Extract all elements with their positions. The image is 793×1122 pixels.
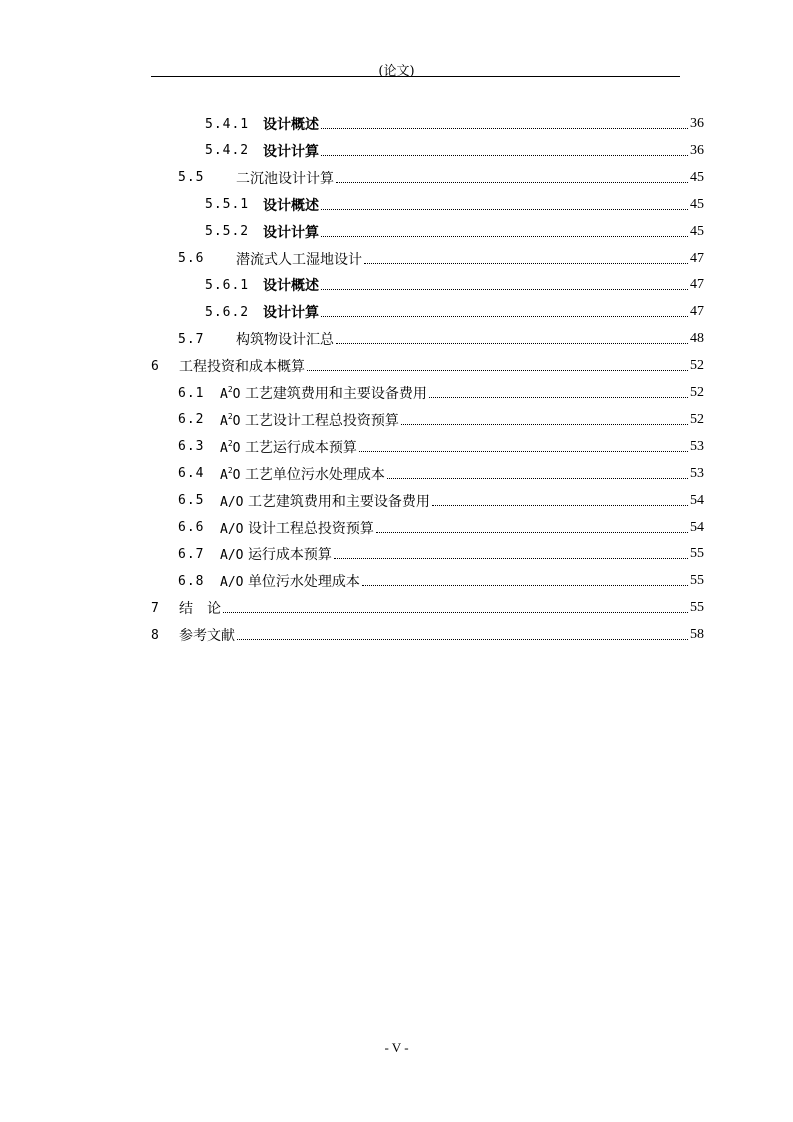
toc-entry-title: 设计概述 bbox=[263, 278, 319, 295]
toc-entry[interactable] bbox=[178, 168, 704, 188]
toc-entry-title: 设计概述 bbox=[263, 197, 319, 214]
toc-entry-number: 5.4.2 bbox=[205, 143, 250, 159]
toc-entry-number: 6.5 bbox=[178, 493, 205, 509]
toc-entry-title: A/O 工艺建筑费用和主要设备费用 bbox=[220, 493, 430, 510]
process-prefix: $A^2O$ bbox=[220, 438, 241, 456]
toc-entry-title: A/O 单位污水处理成本 bbox=[220, 574, 360, 591]
toc-entry[interactable] bbox=[178, 383, 704, 403]
toc-entry-number: 7 bbox=[151, 600, 160, 616]
toc-leader-dots bbox=[432, 504, 688, 506]
toc-entry-number: 5.4.1 bbox=[205, 116, 250, 132]
toc-entry-number: 5.7 bbox=[178, 331, 205, 347]
toc-entry-page: 53 bbox=[690, 438, 704, 454]
toc-leader-dots bbox=[359, 450, 688, 452]
toc-entry-number: 6.4 bbox=[178, 466, 205, 482]
process-prefix: A/O bbox=[220, 548, 244, 564]
toc-leader-dots bbox=[336, 181, 688, 183]
toc-entry-page: 52 bbox=[690, 385, 704, 400]
toc-entry-number: 6.1 bbox=[178, 385, 205, 401]
toc-entry-number: 5.6.1 bbox=[205, 277, 250, 293]
toc-entry[interactable] bbox=[205, 222, 704, 242]
toc-entry-number: 6.6 bbox=[178, 520, 205, 535]
page-number: - V - bbox=[384, 1040, 409, 1055]
toc-entry-title: $A^2O$ 工艺设计工程总投资预算 bbox=[220, 411, 399, 429]
toc-entry-page: 52 bbox=[690, 411, 704, 427]
toc-entry-number: 5.5.2 bbox=[205, 224, 250, 240]
toc-entry-page: 53 bbox=[690, 465, 704, 481]
toc-leader-dots bbox=[223, 611, 688, 613]
toc-entry-page: 54 bbox=[690, 519, 704, 535]
toc-entry-number: 6.3 bbox=[178, 439, 205, 455]
toc-entry-title: 设计概述 bbox=[263, 117, 319, 133]
toc-entry[interactable] bbox=[178, 464, 704, 484]
toc-entry[interactable] bbox=[178, 410, 704, 430]
toc-entry-page: 45 bbox=[690, 223, 704, 239]
toc-entry-page: 48 bbox=[690, 331, 704, 347]
toc-entry-page: 55 bbox=[690, 600, 704, 616]
toc-entry[interactable] bbox=[178, 329, 704, 349]
toc-entry-title: $A^2O$ 工艺单位污水处理成本 bbox=[220, 465, 385, 483]
toc-leader-dots bbox=[401, 423, 688, 425]
toc-entry[interactable] bbox=[151, 625, 704, 645]
toc-entry-page: 47 bbox=[690, 250, 704, 266]
toc-entry-number: 6.2 bbox=[178, 412, 205, 428]
toc-entry-number: 5.6.2 bbox=[205, 304, 250, 320]
toc-entry-number: 5.5.1 bbox=[205, 197, 250, 213]
toc-entry-page: 45 bbox=[690, 169, 704, 185]
process-prefix: A/O bbox=[220, 575, 244, 591]
toc-leader-dots bbox=[307, 369, 688, 371]
process-prefix: $A^2O$ bbox=[220, 465, 241, 483]
toc-entry[interactable] bbox=[151, 598, 704, 618]
toc-entry[interactable] bbox=[178, 518, 704, 538]
toc-leader-dots bbox=[429, 396, 688, 398]
toc-entry-title: A/O 设计工程总投资预算 bbox=[220, 520, 374, 537]
toc-entry[interactable] bbox=[205, 114, 704, 134]
toc-leader-dots bbox=[336, 342, 688, 344]
toc-entry-title: 设计计算 bbox=[263, 224, 319, 241]
toc-entry-title: 设计计算 bbox=[263, 143, 319, 160]
process-prefix: A/O bbox=[220, 521, 244, 537]
toc-entry-page: 52 bbox=[690, 358, 704, 374]
toc-entry-title: 构筑物设计汇总 bbox=[236, 332, 334, 349]
toc-entry-page: 58 bbox=[690, 627, 704, 643]
toc-entry-title: 参考文献 bbox=[179, 628, 235, 645]
toc-leader-dots bbox=[376, 531, 688, 533]
toc-entry-page: 36 bbox=[690, 142, 704, 158]
toc-entry-page: 55 bbox=[690, 546, 704, 562]
toc-entry[interactable] bbox=[151, 356, 704, 376]
toc-entry-number: 8 bbox=[151, 627, 160, 643]
toc-entry[interactable] bbox=[205, 275, 704, 295]
toc-entry[interactable] bbox=[178, 437, 704, 457]
process-prefix: A/O bbox=[220, 494, 244, 510]
toc-entry[interactable] bbox=[178, 491, 704, 511]
toc-entry-page: 47 bbox=[690, 304, 704, 320]
toc-leader-dots bbox=[321, 315, 688, 317]
toc-entry-title: 潜流式人工湿地设计 bbox=[236, 251, 362, 268]
toc-entry-page: 45 bbox=[690, 196, 704, 212]
toc-entry-page: 47 bbox=[690, 277, 704, 293]
toc-entry-number: 6.7 bbox=[178, 546, 205, 562]
header-rule bbox=[151, 76, 680, 77]
toc-entry[interactable] bbox=[178, 544, 704, 564]
toc-entry[interactable] bbox=[205, 141, 704, 161]
toc-entry[interactable] bbox=[205, 302, 704, 322]
process-prefix: $A^2O$ bbox=[220, 411, 241, 429]
toc-leader-dots bbox=[364, 262, 688, 264]
toc-entry-title: $A^2O$ 工艺建筑费用和主要设备费用 bbox=[220, 385, 427, 402]
toc-leader-dots bbox=[237, 638, 688, 640]
toc-entry[interactable] bbox=[178, 249, 704, 269]
toc-entry-title: A/O 运行成本预算 bbox=[220, 547, 332, 564]
process-prefix: $A^2O$ bbox=[220, 385, 241, 402]
toc-entry-page: 55 bbox=[690, 573, 704, 589]
toc-entry-title: 结 论 bbox=[179, 601, 221, 618]
toc-entry-page: 36 bbox=[690, 116, 704, 131]
toc-entry-title: 二沉池设计计算 bbox=[236, 170, 334, 187]
toc-leader-dots bbox=[321, 208, 688, 210]
toc-entry-title: 设计计算 bbox=[263, 305, 319, 322]
page-header: (论文) bbox=[378, 64, 415, 79]
toc-leader-dots bbox=[334, 557, 688, 559]
toc-entry[interactable] bbox=[178, 571, 704, 591]
toc-entry[interactable] bbox=[205, 195, 704, 215]
toc-leader-dots bbox=[321, 235, 688, 237]
toc-leader-dots bbox=[321, 127, 688, 129]
toc-entry-page: 54 bbox=[690, 492, 704, 508]
toc-entry-number: 6.8 bbox=[178, 573, 205, 589]
toc-leader-dots bbox=[387, 477, 688, 479]
toc-entry-title: $A^2O$ 工艺运行成本预算 bbox=[220, 438, 357, 456]
toc-entry-title: 工程投资和成本概算 bbox=[179, 359, 305, 376]
toc-leader-dots bbox=[321, 154, 688, 156]
toc-leader-dots bbox=[321, 288, 688, 290]
toc-entry-number: 5.5 bbox=[178, 170, 205, 186]
toc-entry-number: 6 bbox=[151, 358, 160, 374]
toc-leader-dots bbox=[362, 584, 688, 586]
toc-entry-number: 5.6 bbox=[178, 251, 205, 266]
